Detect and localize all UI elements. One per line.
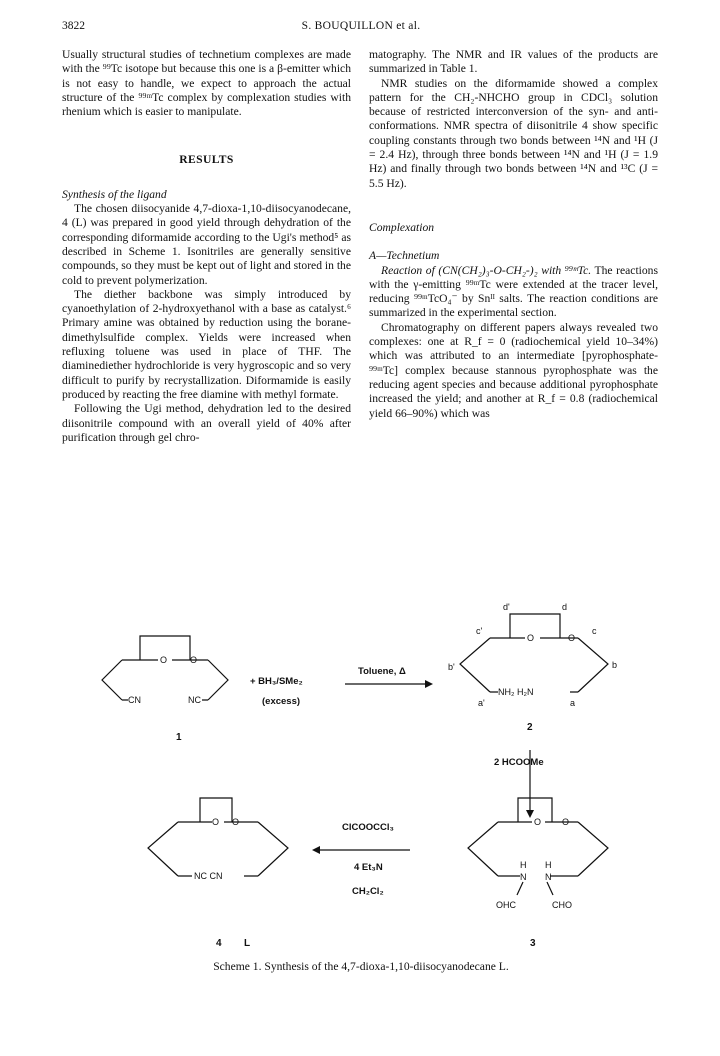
arrow2-label: 2 HCOOMe [494, 757, 544, 768]
compound2-letter-a-prime: a' [478, 698, 485, 708]
compound1-label: 1 [176, 732, 182, 743]
compound3-n-right: N [545, 872, 552, 882]
compound4-right-arm [258, 822, 288, 876]
compound2-letter-c-prime: c' [476, 626, 483, 636]
compound4-label: 4 [216, 938, 222, 949]
compound2-letter-b: b [612, 660, 618, 670]
compound1-left-group: CN [128, 695, 141, 705]
compound2-o-left: O [527, 633, 535, 643]
compound3-right-arm [578, 822, 608, 876]
reaction-lead: Reaction of (CN(CH₂)₃-O-CH₂-)₂ with ⁹⁹ᵐTc. [381, 263, 592, 277]
paragraph-right-3 [369, 264, 658, 321]
compound1-left-arm [102, 660, 122, 700]
running-head: S. BOUQUILLON et al. [301, 20, 421, 32]
compound2-label: 2 [527, 722, 533, 733]
compound4-o-right: O [232, 817, 240, 827]
arrow3-head [312, 846, 320, 854]
compound3-cho-bonds [517, 882, 553, 895]
section-title-results: RESULTS [179, 153, 234, 167]
compound2-amine: NH₂ H₂N [498, 687, 534, 697]
paragraph-right-2: NMR studies on the diformamide showed a complex pattern for the CH₂-NHCHO group in CDCl₃ solution because of restricted interconversion of the syn- and anti-conformations. NMR spectra of diisonitrile 4 show specific coupling constants through two bonds between ¹⁴N and ¹H (J = 2.4 Hz), through three bonds between ¹⁴N and ¹H (J = 1.9 Hz) and finally through two bonds between ¹⁴N and ¹³C (J = 5.5 Hz). [369, 76, 658, 190]
compound4-groups: NC CN [194, 871, 223, 881]
paragraph-ligand-2: The diether backbone was simply introduced by cyanoethylation of 2-hydroxyethanol with a base as catalyst.⁶ Primary amine was obtained by reduction using the borane-dimethylsulfide complex. Yields were increased when refluxing toluene was used in place of THF. The diaminediether hydrochloride is very hygroscopic and so very difficult to purify by recrystallization. Diformamide is easily produced by reacting the free diamine with methyl formate. [62, 287, 351, 401]
compound3-n-left: N [520, 872, 527, 882]
compound2-bridge [510, 614, 560, 638]
left-column [62, 48, 351, 445]
compound3-h-right: H [545, 860, 552, 870]
compound2-letter-d-prime: d' [503, 602, 510, 612]
compound2-left-arm [460, 638, 490, 692]
compound3-cho-right: CHO [552, 900, 572, 910]
compound1-right-arm [208, 660, 228, 700]
arrow1-head [425, 680, 433, 688]
intro-paragraph: Usually structural studies of technetium complexes are made with the ⁹⁹Tc isotope but because this one is a β-emitter which is not easy to handle, we expect to approach the actual structure of the ⁹⁹ᵐTc complex by complexation studies with rhenium which is easier to manipulate. [62, 48, 351, 119]
right-column [369, 48, 658, 421]
compound3-o-right: O [562, 817, 570, 827]
compound1-o-left: O [160, 655, 168, 665]
compound4-label-l: L [244, 938, 251, 949]
subsection-title-synthesis: Synthesis of the ligand [62, 187, 167, 201]
compound1-right-group: NC [188, 695, 201, 705]
page-number: 3822 [62, 20, 85, 32]
arrow1-label: Toluene, Δ [358, 666, 406, 677]
reaction-scheme [100, 600, 620, 980]
compound3-o-left: O [534, 817, 542, 827]
paragraph-ligand-3: Following the Ugi method, dehydration led to the desired diisonitrile compound with an overall yield of 40% after purification through gel chro- [62, 402, 351, 444]
reagent1-line1: + BH₃/SMe₂ [250, 676, 303, 687]
compound3-cho-left: OHC [496, 900, 516, 910]
scheme-drawing [100, 600, 620, 980]
compound3-h-left: H [520, 860, 527, 870]
compound2-o-right: O [568, 633, 576, 643]
arrow3-solvent: CH₂Cl₂ [352, 886, 384, 897]
compound1-o-right: O [190, 655, 198, 665]
arrow3-reagent: ClCOOCCl₃ [342, 822, 394, 833]
compound2-letter-b-prime: b' [448, 662, 455, 672]
arrow2-head [526, 810, 534, 818]
paragraph-right-1: matography. The NMR and IR values of the products are summarized in Table 1. [369, 48, 658, 76]
scheme-caption: Scheme 1. Synthesis of the 4,7-dioxa-1,10-diisocyanodecane L. [213, 960, 509, 973]
compound4-o-left: O [212, 817, 220, 827]
compound2-right-arm [578, 638, 608, 692]
reaction-text: The reactions with the γ-emitting ⁹⁹ᵐTc were extended at the tracer level, reducing ⁹⁹ᵐTcO₄⁻ by Snᴵᴵ salts. The reaction conditions are summarized in the experimental section. [369, 263, 658, 320]
compound2-letter-c: c [592, 626, 597, 636]
page-header [62, 20, 660, 36]
paragraph-ligand-1: The chosen diisocyanide 4,7-dioxa-1,10-diisocyanodecane, 4 (L) was prepared in good yield through dehydration of the corresponding diformamide according to the Ugi's method⁵ as described in Scheme 1. Isonitriles are generally sensitive compounds, so they must be kept out of light and stored in the cold to prevent polymerization. [62, 202, 351, 287]
compound3-left-arm [468, 822, 498, 876]
reagent1-line2: (excess) [262, 696, 301, 707]
compound2-letter-d: d [562, 602, 568, 612]
compound2-letter-a: a [570, 698, 576, 708]
arrow3-base: 4 Et₃N [354, 862, 383, 873]
compound3-label: 3 [530, 938, 536, 949]
subsection-title-complexation: Complexation [369, 220, 435, 234]
compound4-left-arm [148, 822, 178, 876]
subsubsection-title-technetium: A—Technetium [369, 249, 440, 263]
paragraph-right-4: Chromatography on different papers always revealed two complexes: one at R_f = 0 (radiochemical yield 10–34%) which was attributed to an intermediate [pyrophosphate-⁹⁹ᵐTc] complex because stannous pyrophosphate was the reducing agent species and because additional pyrophosphate increased the yield; and another at R_f = 0.8 (radiochemical yield 66–90%) which was [369, 320, 658, 420]
